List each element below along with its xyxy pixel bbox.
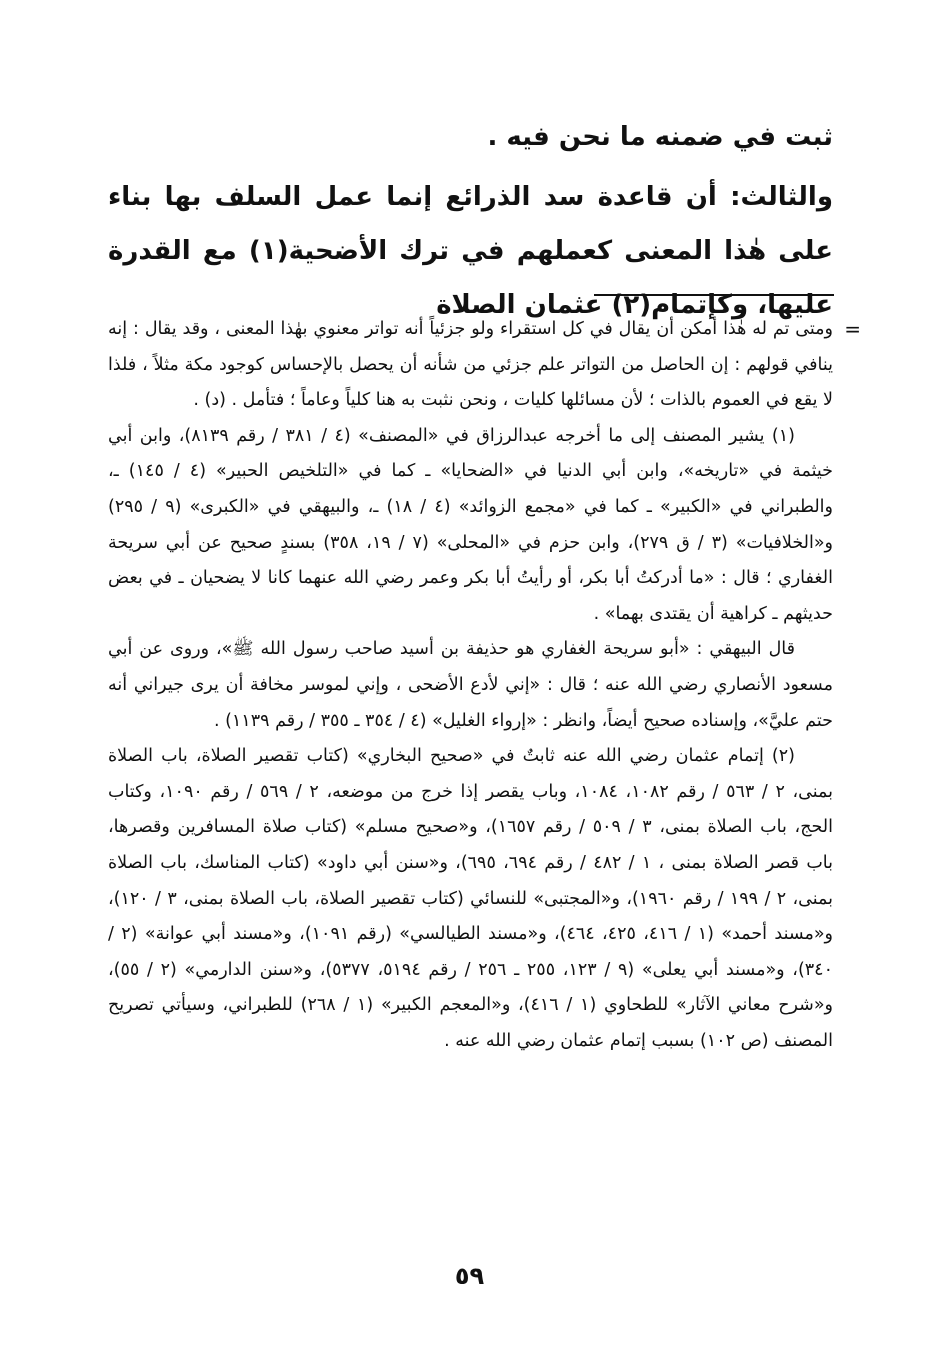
continuation-mark: = — [844, 317, 861, 341]
page-number: ٥٩ — [454, 1262, 485, 1290]
main-text-line: ثبت في ضمنه ما نحن فيه . — [487, 122, 833, 152]
paragraph-lead-word: والثالث: — [730, 182, 833, 212]
footnote-1: (١) يشير المصنف إلى ما أخرجه عبدالرزاق في «المصنف» (٤ / ٣٨١ / رقم ٨١٣٩)، وابن أبي خيثمة في «تاريخه»، وابن أبي الدنيا في «الضحايا» ـ كما في «التلخيص الحبير» (٤ / ١٤٥) ـ، والطبراني في «الكبير» ـ كما في «مجمع الزوائد» (٤ / ١٨) ـ، والبيهقي في «الكبرى» (٩ / ٢٩٥) و«الخلافيات» (٣ / ق ٢٧٩)، وابن حزم في «المحلى» (٧ / ١٩، ٣٥٨) بسندٍ صحيح عن أبي سريحة الغفاري ؛ قال : «ما أدركتُ أبا بكر، أو رأيتُ أبا بكر وعمر رضي الله عنهما كانا لا يضحيان ـ في بعض حديثهم ـ كراهية أن يقتدى بهما» . — [108, 425, 833, 624]
footnote-continuation: ومتى تم له هٰذا أمكن أن يقال في كل استقراء ولو جزئياً أنه تواتر معنوي بهٰذا المعنى ، وقد يقال : إنه ينافي قولهم : إن الحاصل من التواتر علم جزئي من شأنه أن يحصل بالإحساس كوجود مكة مثلاً ، فلذا لا يقع في العموم بالذات ؛ لأن مسائلها كليات ، ونحن نثبت به هنا كلياً وعاماً ؛ فتأمل . (د) . — [108, 319, 833, 411]
footnote-separator — [594, 294, 834, 296]
footnote-2: (٢) إتمام عثمان رضي الله عنه ثابتٌ في «صحيح البخاري» (كتاب تقصير الصلاة، باب الصلاة بمنى، ٢ / ٥٦٣ / رقم ١٠٨٢، ١٠٨٤، وباب يقصر إذا خرج من موضعه، ٢ / ٥٦٩ / رقم ١٠٩٠، وكتاب الحج، باب الصلاة بمنى، ٣ / ٥٠٩ / رقم ١٦٥٧)، و«صحيح مسلم» (كتاب صلاة المسافرين وقصرها، باب قصر الصلاة بمنى ، ١ / ٤٨٢ / رقم ٦٩٤، ٦٩٥)، و«سنن أبي داود» (كتاب المناسك، باب الصلاة بمنى، ٢ / ١٩٩ / رقم ١٩٦٠)، و«المجتبى» للنسائي (كتاب تقصير الصلاة، باب الصلاة بمنى، ٣ / ١٢٠)، و«مسند أحمد» (١ / ٤١٦، ٤٢٥، ٤٦٤)، و«مسند الطيالسي» (رقم ١٠٩١)، و«مسند أبي عوانة» (٢ / ٣٤٠)، و«مسند أبي يعلى» (٩ / ١٢٣، ٢٥٥ ـ ٢٥٦ / رقم ٥١٩٤، ٥٣٧٧)، و«سنن الدارمي» (٢ / ٥٥)، و«شرح معاني الآثار» للطحاوي (١ / ٤١٦)، و«المعجم الكبير» (١ / ٢٦٨) للطبراني، وسيأتي تصريح المصنف (ص ١٠٢) بسبب إتمام عثمان رضي الله عنه . — [108, 746, 834, 1051]
footnote-1-continued: قال البيهقي : «أبو سريحة الغفاري هو حذيفة بن أسيد صاحب رسول الله ﷺ»، وروى عن أبي مسعود الأنصاري رضي الله عنه ؛ قال : «إني لأدع الأضحى ، وإني لموسر مخافة أن يرى جيراني أنه حتم عليَّ»، وإسناده صحيح أيضاً، وانظر : «إرواء الغليل» (٤ / ٣٥٤ ـ ٣٥٥ / رقم ١١٣٩) . — [108, 639, 833, 731]
paragraph-body: أن قاعدة سد الذرائع إنما عمل السلف بها بناء على هٰذا المعنى كعملهم في ترك الأضحية(١) مع القدرة عليها، وكإتمام(٢) عثمان الصلاة — [108, 182, 833, 320]
footnotes-section — [108, 312, 861, 1059]
main-text-paragraph — [108, 170, 833, 332]
